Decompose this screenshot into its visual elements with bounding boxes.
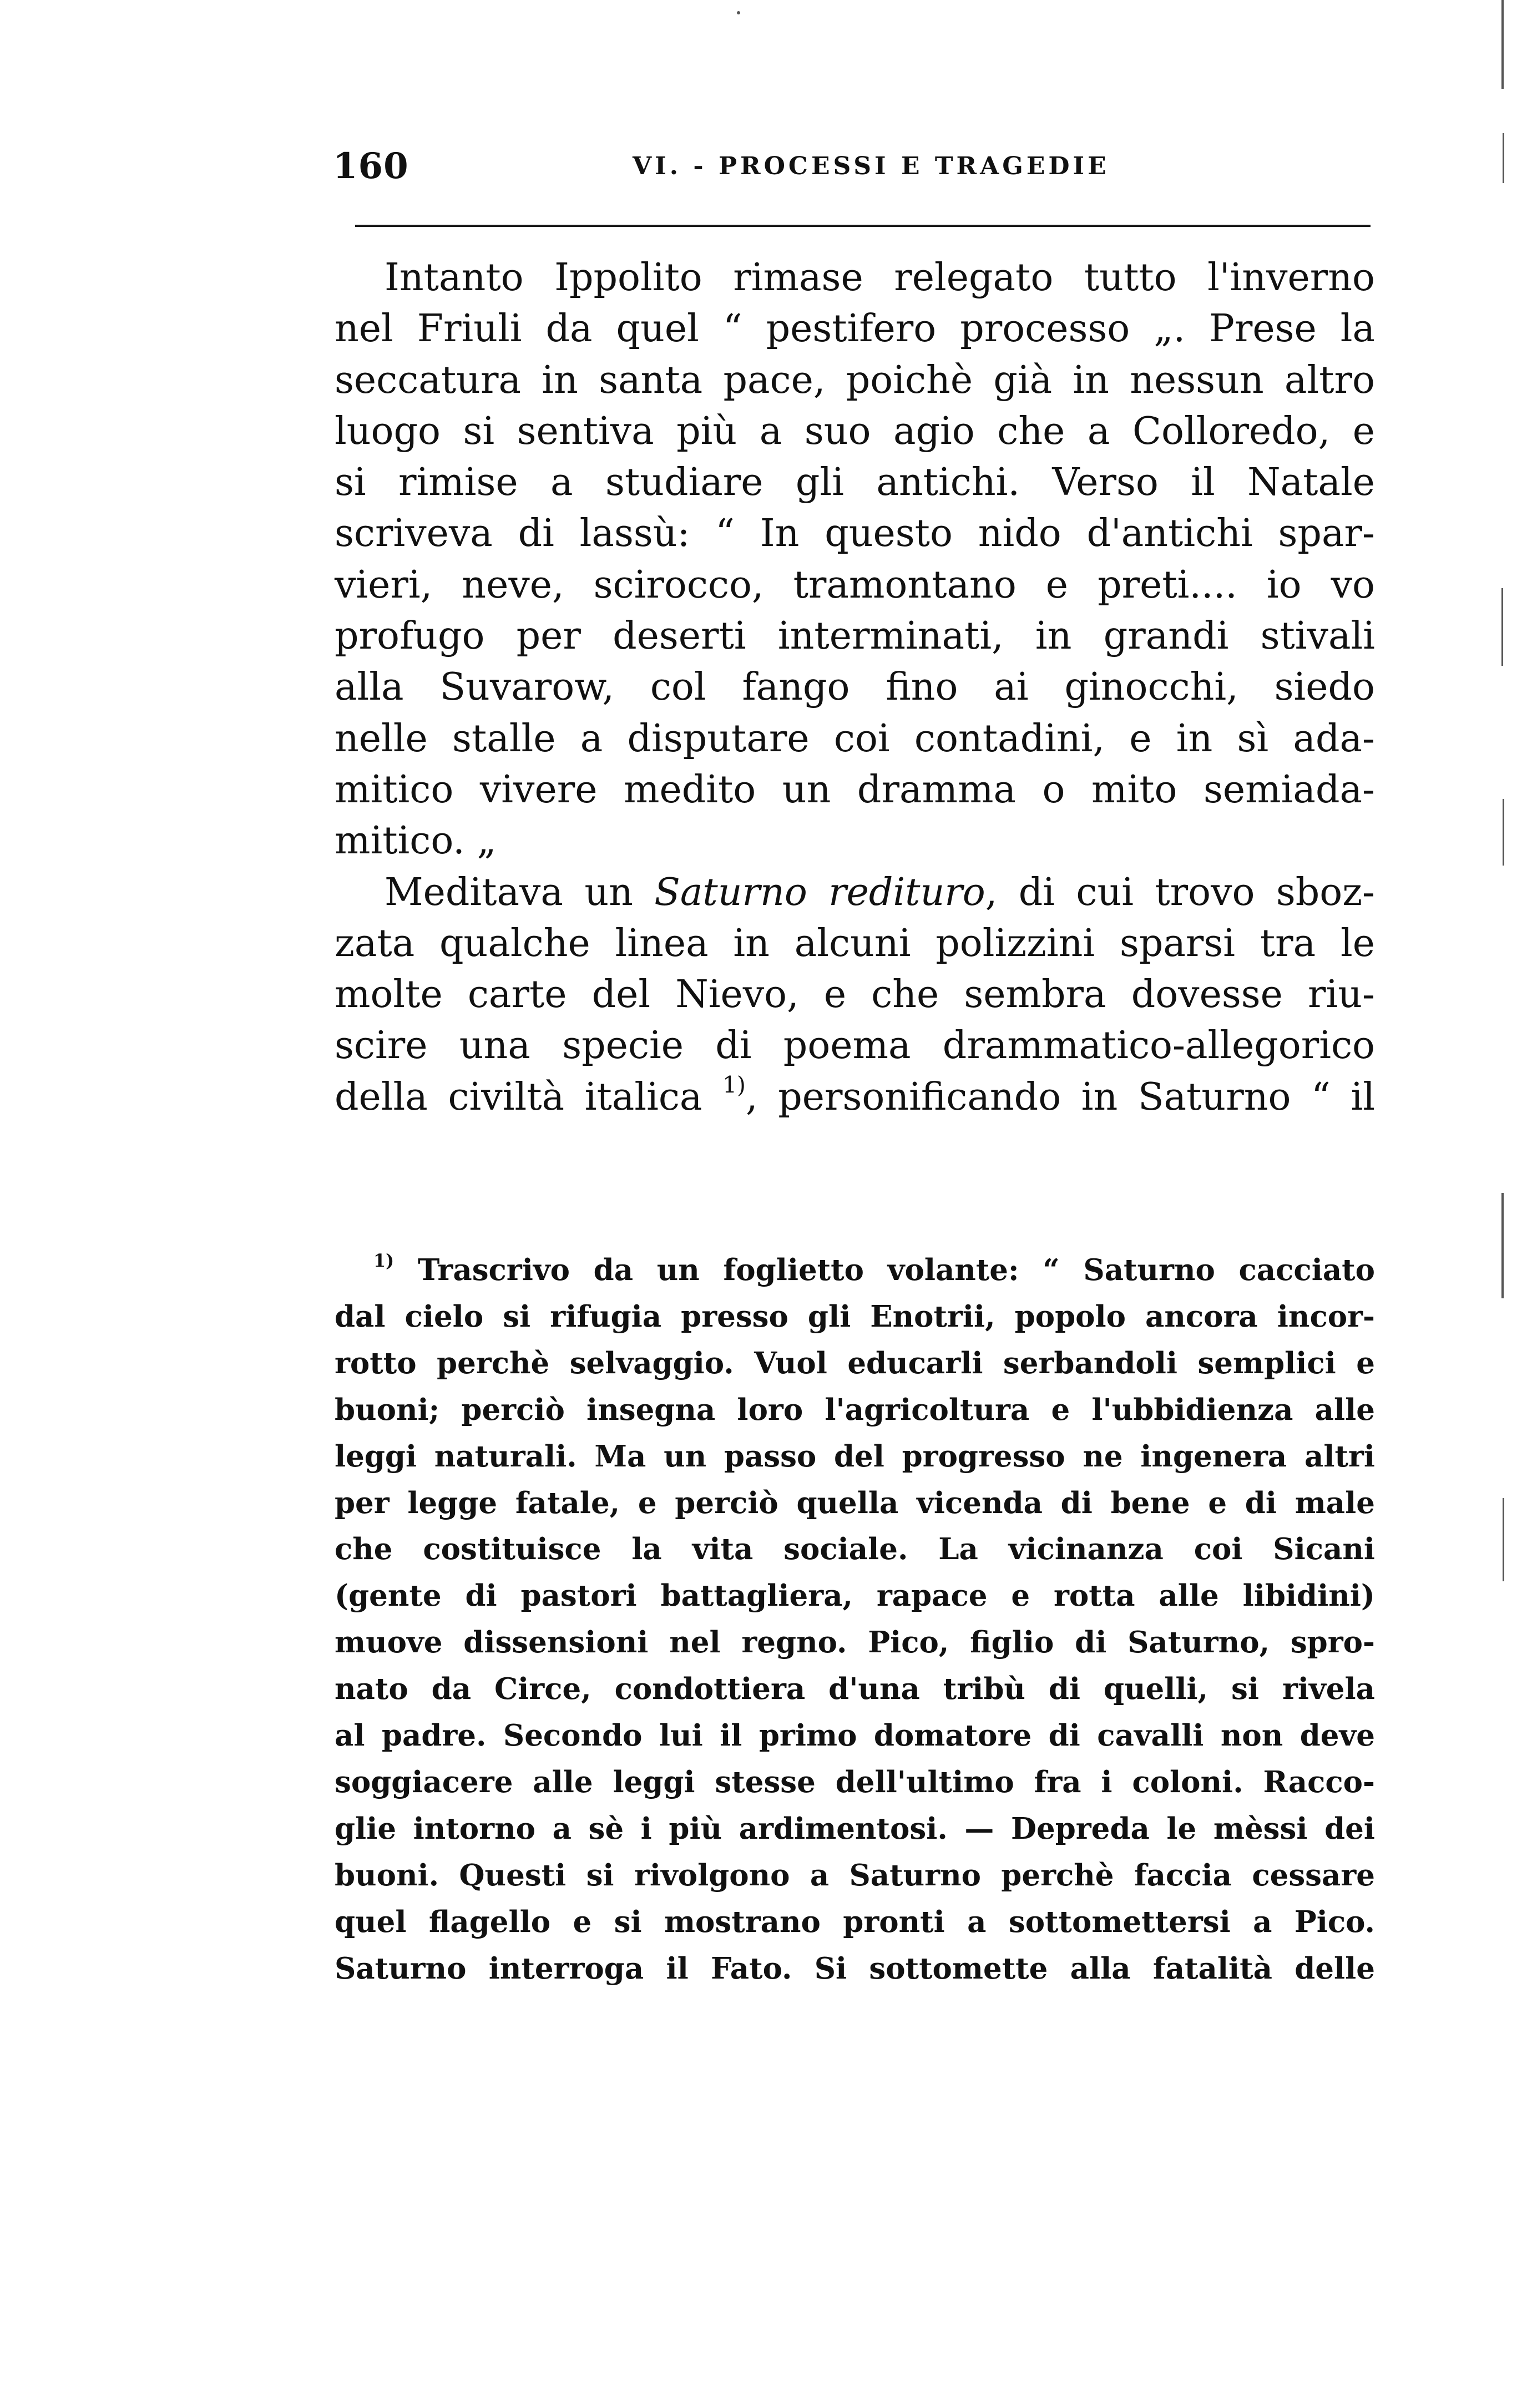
- page-header: [333, 145, 1376, 190]
- footnote-line: soggiacere alle leggi stesse dell'ultimo fra i coloni. Racco-: [335, 1764, 1375, 1799]
- text-run: , di cui trovo sboz-: [985, 870, 1376, 914]
- running-title: VI. - PROCESSI E TRAGEDIE: [633, 152, 1110, 180]
- text-line: scriveva di lassù: “ In questo nido d'antichi spar-: [335, 512, 1375, 556]
- scan-artifact: [1501, 0, 1504, 89]
- scan-artifact: [1503, 799, 1504, 866]
- page-number: 160: [333, 145, 409, 187]
- text-line: vieri, neve, scirocco, tramontano e preti.... io vo: [335, 563, 1375, 607]
- scan-artifact: [1501, 1193, 1504, 1298]
- scan-artifact: [1503, 133, 1504, 183]
- footnote-line: glie intorno a sè i più ardimentosi. — Depreda le mèssi dei: [335, 1811, 1375, 1846]
- footnote-line: (gente di pastori battagliera, rapace e rotta alle libidini): [335, 1579, 1375, 1613]
- text-line: profugo per deserti interminati, in grandi stivali: [335, 614, 1375, 659]
- footnote-marker: 1): [373, 1251, 395, 1272]
- text-line: alla Suvarow, col fango fino ai ginocchi, siedo: [335, 665, 1375, 710]
- text-run: , personificando in Saturno “ il: [745, 1075, 1375, 1119]
- text-line: scire una specie di poema drammatico-allegorico: [335, 1024, 1375, 1068]
- header-rule: [355, 225, 1371, 227]
- footnote-line: nato da Circe, condottiera d'una tribù di quelli, si rivela: [335, 1672, 1375, 1707]
- footnote-line: rotto perchè selvaggio. Vuol educarli serbandoli semplici e: [335, 1345, 1375, 1380]
- main-text: [335, 252, 1375, 1123]
- footnote-line: per legge fatale, e perciò quella vicenda di bene e di male: [335, 1485, 1375, 1520]
- text-line: nelle stalle a disputare coi contadini, e in sì ada-: [335, 716, 1375, 761]
- footnote-line: muove dissensioni nel regno. Pico, figlio di Saturno, spro-: [335, 1625, 1375, 1660]
- scan-artifact: [1501, 588, 1503, 666]
- text-line: [335, 867, 1375, 918]
- text-line: mitico. „: [335, 819, 497, 863]
- text-line: [335, 1072, 1375, 1123]
- footnote-line: quel flagello e si mostrano pronti a sottomettersi a Pico.: [335, 1904, 1375, 1939]
- text-line: nel Friuli da quel “ pestifero processo „. Prese la: [335, 307, 1375, 351]
- footnote-line: al padre. Secondo lui il primo domatore di cavalli non deve: [335, 1718, 1375, 1753]
- footnote-line: buoni; perciò insegna loro l'agricoltura e l'ubbidienza alle: [335, 1392, 1375, 1427]
- footnote-line: Saturno interroga il Fato. Si sottomette alla fatalità delle: [335, 1951, 1375, 1986]
- text-line: mitico vivere medito un dramma o mito semiada-: [335, 767, 1375, 812]
- text-line: molte carte del Nievo, e che sembra dovesse riu-: [335, 973, 1375, 1017]
- text-line: si rimise a studiare gli antichi. Verso il Natale: [335, 461, 1375, 505]
- italic-title: Saturno redituro: [654, 870, 985, 914]
- text-run: Trascrivo da un foglietto volante: “ Saturno cacciato: [394, 1253, 1375, 1287]
- footnote: [335, 1247, 1375, 1992]
- footnote-line: [335, 1247, 1375, 1294]
- footnote-reference: 1): [722, 1071, 746, 1099]
- text-line: zata qualche linea in alcuni polizzini sparsi tra le: [335, 921, 1375, 965]
- text-run: Meditava un: [385, 870, 655, 914]
- footnote-line: buoni. Questi si rivolgono a Saturno perchè faccia cessare: [335, 1858, 1375, 1893]
- scan-artifact: [1503, 1498, 1504, 1581]
- scan-artifact: [737, 11, 740, 14]
- text-line: seccatura in santa pace, poichè già in nessun altro: [335, 358, 1375, 402]
- footnote-line: leggi naturali. Ma un passo del progresso ne ingenera altri: [335, 1439, 1375, 1474]
- text-line: Intanto Ippolito rimase relegato tutto l'inverno: [385, 256, 1375, 300]
- footnote-line: dal cielo si rifugia presso gli Enotrii, popolo ancora incor-: [335, 1299, 1375, 1334]
- text-line: luogo si sentiva più a suo agio che a Colloredo, e: [335, 409, 1375, 453]
- text-run: della civiltà italica: [335, 1075, 723, 1119]
- footnote-line: che costituisce la vita sociale. La vicinanza coi Sicani: [335, 1532, 1375, 1567]
